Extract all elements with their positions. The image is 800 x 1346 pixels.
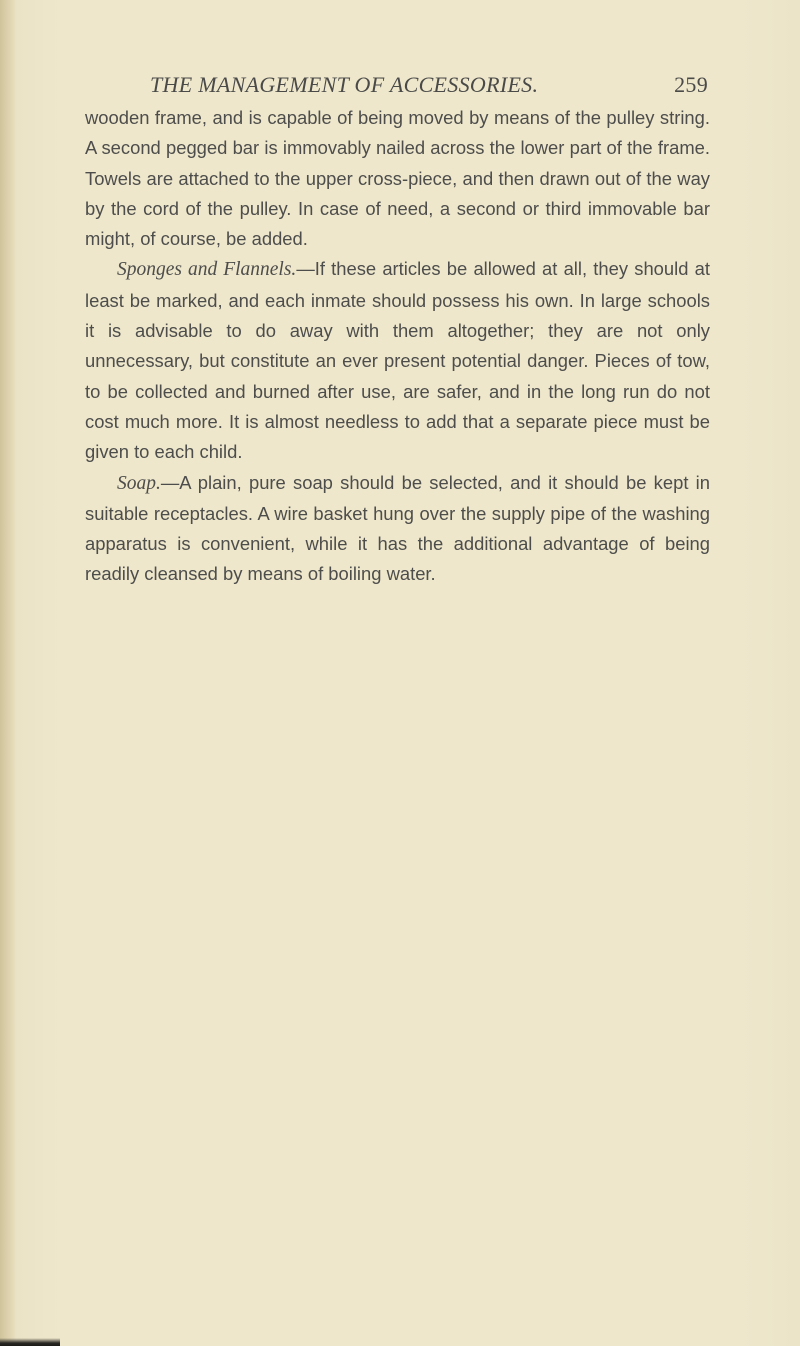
running-head	[150, 72, 710, 102]
running-head-title: THE MANAGEMENT OF ACCESSORIES.	[150, 72, 539, 97]
paragraph-wooden-frame	[85, 103, 710, 254]
body-text	[85, 103, 710, 590]
page-number: 259	[674, 72, 708, 97]
paragraph-heading: Sponges and Flannels.	[117, 259, 297, 281]
paragraph-sponges-and-flannels	[85, 254, 710, 467]
paragraph-text: wooden frame, and is capable of being moved by means of the pulley string. A second pegged bar is immovably nailed across the lower part of the frame. Towels are attached to the upper cross-piece, and then drawn out of the way by the cord of the pulley. In case of need, a second or third immovable bar might, of course, be added.	[85, 107, 710, 250]
paragraph-soap	[85, 468, 710, 590]
page-binding-edge	[0, 0, 16, 1346]
page-bottom-shadow	[0, 1338, 60, 1346]
paragraph-text: —A plain, pure soap should be selected, and it should be kept in suitable receptacles. A wire basket hung over the supply pipe of the washing apparatus is convenient, while it has the additional advantage of being readily cleansed by means of boiling water.	[85, 471, 710, 585]
paragraph-text: —If these articles be allowed at all, they should at least be marked, and each inmate should possess his own. In large schools it is advisable to do away with them altogether; they are not only unnecessary, but constitute an ever present potential danger. Pieces of tow, to be collected and burned after use, are safer, and in the long run do not cost much more. It is almost needless to add that a separate piece must be given to each child.	[85, 258, 711, 463]
paragraph-heading: Soap.	[117, 472, 161, 494]
